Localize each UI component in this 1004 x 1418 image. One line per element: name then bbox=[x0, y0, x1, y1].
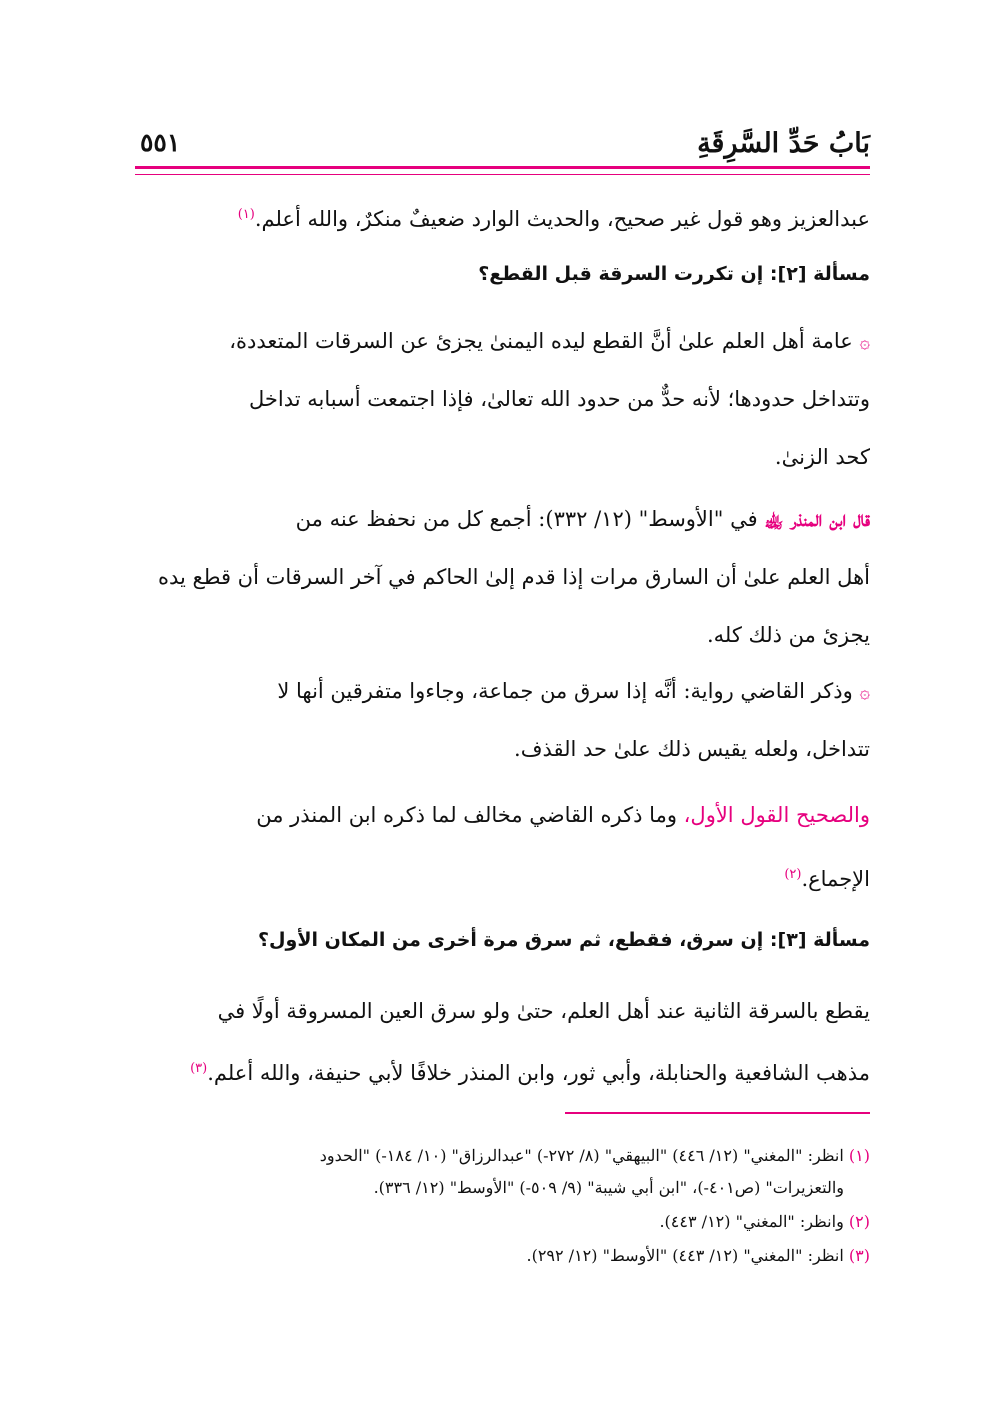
line-text: عبدالعزيز وهو قول غير صحيح، والحديث الوارد ضعيفٌ منكرٌ، والله أعلم. bbox=[254, 207, 870, 231]
line-text: وما ذكره القاضي مخالف لما ذكره ابن المنذر من bbox=[256, 803, 677, 827]
line-text: وذكر القاضي رواية: أنَّه إذا سرق من جماعة، وجاءوا متفرقين أنها لا bbox=[277, 679, 853, 703]
question-heading-3 bbox=[135, 910, 870, 968]
quoted-author: قال ابن المنذر ﵀ bbox=[764, 506, 870, 531]
paragraph-4-line-2 bbox=[135, 846, 870, 904]
question-label: مسألة [٢]: bbox=[769, 263, 870, 285]
question-label: مسألة [٣]: bbox=[769, 929, 870, 951]
rosette-icon: ۞ bbox=[859, 332, 870, 353]
paragraph-5-line-2 bbox=[135, 1040, 870, 1098]
paragraph-4-line-1 bbox=[135, 786, 870, 844]
footnote-3 bbox=[135, 1240, 870, 1272]
line-text: تتداخل، ولعله يقيس ذلك علىٰ حد القذف. bbox=[514, 737, 870, 761]
question-title: إن سرق، فقطع، ثم سرق مرة أخرى من المكان الأول؟ bbox=[258, 929, 764, 951]
question-heading-2 bbox=[135, 244, 870, 302]
footnote-number: (٣) bbox=[848, 1246, 870, 1265]
footnote-text: انظر: "المغني" (١٢/ ٤٤٣) "الأوسط" (١٢/ ٢٩٢). bbox=[526, 1246, 844, 1265]
line-text: يجزئ من ذلك كله. bbox=[706, 623, 870, 647]
line-text: عامة أهل العلم علىٰ أنَّ القطع ليده اليمنىٰ يجزئ عن السرقات المتعددة، bbox=[229, 329, 853, 353]
footnote-text: وانظر: "المغني" (١٢/ ٤٤٣). bbox=[659, 1212, 844, 1231]
paragraph-3-line-1 bbox=[135, 662, 870, 720]
footnote-text: انظر: "المغني" (١٢/ ٤٤٦) "البيهقي" (٨/ ٢٧٢-) "عبدالرزاق" (١٠/ ١٨٤-) "الحدود bbox=[319, 1146, 844, 1165]
footnote-number: (١) bbox=[848, 1146, 870, 1165]
paragraph-2-line-2 bbox=[135, 548, 870, 606]
footnote-separator bbox=[565, 1112, 870, 1114]
footnote-ref-2: (٢) bbox=[784, 867, 802, 882]
paragraph-2-line-3 bbox=[135, 606, 870, 664]
footnote-1-line-1 bbox=[135, 1140, 870, 1172]
line-text: يقطع بالسرقة الثانية عند أهل العلم، حتىٰ ولو سرق العين المسروقة أولًا في bbox=[217, 999, 870, 1023]
line-text: كحد الزنىٰ. bbox=[774, 445, 870, 469]
footnote-2 bbox=[135, 1206, 870, 1238]
rosette-icon: ۞ bbox=[859, 682, 870, 703]
footnote-ref-3: (٣) bbox=[190, 1061, 208, 1076]
footnote-text: والتعزيرات" (ص٤٠١-)، "ابن أبي شيبة" (٩/ ٥٠٩-) "الأوسط" (١٢/ ٣٣٦). bbox=[373, 1178, 844, 1197]
footnote-number: (٢) bbox=[848, 1212, 870, 1231]
line-text: في "الأوسط" (١٢/ ٣٣٢): أجمع كل من نحفظ عنه من bbox=[295, 507, 758, 531]
line-text: وتتداخل حدودها؛ لأنه حدٌّ من حدود الله تعالىٰ، فإذا اجتمعت أسبابه تداخل bbox=[249, 387, 870, 411]
header-rule-thin bbox=[135, 174, 870, 175]
paragraph-5-line-1 bbox=[135, 982, 870, 1040]
line-text: الإجماع. bbox=[801, 867, 870, 891]
page-number: ٥٥١ bbox=[140, 128, 181, 157]
line-text: مذهب الشافعية والحنابلة، وأبي ثور، وابن المنذر خلافًا لأبي حنيفة، والله أعلم. bbox=[207, 1061, 870, 1085]
paragraph-3-line-2 bbox=[135, 720, 870, 778]
header-rule-thick bbox=[135, 166, 870, 169]
footnote-ref-1: (١) bbox=[237, 207, 255, 222]
paragraph-1-line-3 bbox=[135, 428, 870, 486]
paragraph-1-line-1 bbox=[135, 312, 870, 370]
text-line-1 bbox=[135, 186, 870, 244]
paragraph-2-line-1 bbox=[135, 490, 870, 548]
question-title: إن تكررت السرقة قبل القطع؟ bbox=[478, 263, 764, 285]
line-text: أهل العلم علىٰ أن السارق مرات إذا قدم إلىٰ الحاكم في آخر السرقات أن قطع يده bbox=[158, 565, 870, 589]
verdict-phrase: والصحيح القول الأول، bbox=[683, 803, 870, 827]
chapter-title: بَابُ حَدِّ السَّرِقَةِ bbox=[697, 128, 870, 159]
footnote-1-line-2 bbox=[134, 1172, 844, 1204]
paragraph-1-line-2 bbox=[135, 370, 870, 428]
